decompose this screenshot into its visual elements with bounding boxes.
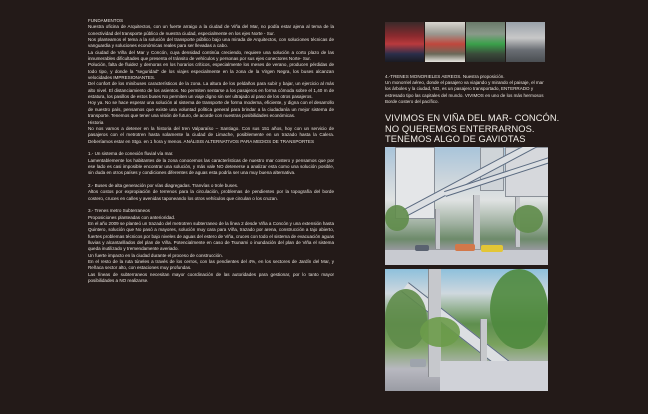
paragraph: Nos planteamos el tema a la solución del transporte público bajo una mirada de Arquitectos, con soluciones técnicas de vanguardia y soluciones económicas reales para ser llevadas a cabo.	[88, 37, 334, 49]
paragraph: Hoy ya. No se hace esperar una solución al sistema de transporte de forma moderna, eficiente, y digna con el desarrollo de nuestro país, pensamos que existe una voluntad política general para brindar a la ciudadanía un mejor sistema de transporte. Tenemos que tener una visión de futuro, de acorde con nuestras posibilidades económicas.	[88, 100, 334, 119]
paragraph: Polución, falta de fluidez y demoras en los horarios críticos, especialmente los meses de verano, producen pérdidas de todo tipo, y donde la "seguridad" de los viajes especialmente en la zona de la Virgen Negra, los buses alcanzan velocidades IMPRESIONANTES.	[88, 62, 334, 81]
paragraph: Proposiciones planteadas con anterioridad.	[88, 214, 176, 220]
slogan-heading	[385, 113, 565, 145]
paragraph: No nos vamos a detener en la historia del tren Valparaíso – Santiago. Con sus 151 años, hoy con un servicio de pasajeros con el metrotren hasta solamente la ciudad de Limache, posiblemente en un trazado hasta la Calera. Deberíamos estar en Stgo. en 1 hora y menos. ANÁLISIS ALTERNATIVOS PARA MEDIOS DE TRANSPORTES	[88, 125, 334, 144]
left-text-column	[88, 18, 334, 284]
proposal-text	[385, 74, 547, 105]
paragraph: Las líneas de subterraneos necesitan mayor coordinación de las autoridades para gestionar, por lo tanto mayor posibilidades a NO realizarse.	[88, 271, 334, 284]
option-heading-2: 2.- Buses de alta generación por vías diagregadas. Tranvías o trole buses.	[88, 182, 239, 188]
photo-traffic-jam	[506, 22, 545, 62]
paragraph: Un fuerte impacto en la ciudad durante el proceso de construcción.	[88, 252, 223, 258]
paragraph: Altos costos por expropiación de terrenos para la circulación, problemas de pendientes por la topografía del borde costero, cruces en calles y avenidas taponeando los otros vehículos que circulan o los cruzan.	[88, 189, 334, 201]
paragraph: En el año 2009 se planteó un trazado del metrotren subterraneo de la línea 2 desde Viña a Concón y una extensión hasta Quintero, solución que No pasó a mayores, solución muy cara para Viña, trazado por arena, construcción a tajo abierto, fuertes problemas técnicos por bajo niveles de aguas del estero de Viña, cruces con todo el sistema de evacuación aguas lluvias y alcantarillados del plan de Viña. Potencialmente en caso de Tsunami o inundación del plan de Viña el sistema queda inutilizado y tremendamente averiado.	[88, 221, 334, 252]
illustration-monorail-city	[385, 147, 548, 265]
section-title-fundamentos: FUNDAMENTOS	[88, 18, 124, 23]
illustration-monorail-street	[385, 269, 548, 391]
photo-red-minibuses	[385, 22, 424, 62]
paragraph: Lamentablemente los habitantes de la zona conocemos las características de nuestro mar costero y pensamos que por ese lado es casi imposible encontrar una solución, y más vale NO detenerse a analizar esta como una solución posible, sin duda en otros países y condiciones diferentes de aguas esta podría ser una muy buena alternativa.	[88, 157, 334, 176]
paragraph: La ciudad de Viña del Mar y Concón, cuya densidad continúa creciendo, requiere una solución a corto plazo de las innumerables dificultades que presenta el tránsito de vehículos y personas por sus ejes conectores Norte- Sur.	[88, 49, 334, 62]
option-heading-1: 1.- Un sistema de conexión fluvial vía mar.	[88, 151, 174, 157]
proposal-title: 4.-TRENES MONORIELES AEREOS. Nuestra proposición.	[385, 74, 505, 79]
slogan-line-1: VIVIMOS EN VIÑA DEL MAR- CONCÓN.	[385, 113, 560, 123]
paragraph: Nuestra oficina de Arquitectos, con un fuerte arraigo a la ciudad de Viña del Mar, no podía estar ajena al tema de la conectividad del transporte público de nuestra ciudad, especialmente en los ejes Norte - Sur.	[88, 24, 334, 36]
option-heading-3: 3.- Trenes metro Subterraneos	[88, 208, 150, 214]
proposal-body: Un monorriel aéreo, donde el pasajero va viajando y mirando el paisaje, el mar los árboles y la ciudad, NO, es un pasajero transportado, ENTERRADO y estresado tipo las capitales del mundo. VIVIMOS en uno de los más hermosos Borde costero del pacífico.	[385, 80, 544, 104]
paragraph: Del confort de los minibuses característicos de la zona. La altura de los peldaños para subir y bajar, un ejercicio al más alto nivel. El distanciamiento de los asientos. No permiten sentarse a los pasajeros en forma cómoda sobre el 1,40 m de estatura, los pasillos de estos buses No permiten un viaje digno sin ser ultrajado al paso de los otros pasajeros.	[88, 81, 334, 100]
paragraph: En el resto de la ruta túneles a través de los cerros, con las pendientes del 4%, en los sectores de Jardín del Mar, y Reñaca sector alto, con estaciones muy profundas.	[88, 259, 334, 271]
section-title-historia: Historia	[88, 119, 104, 125]
photo-bus-passengers	[425, 22, 464, 62]
photo-strip	[385, 22, 545, 62]
slogan-line-2: NO QUEREMOS ENTERRARNOS.	[385, 123, 535, 134]
slogan-line-3: TENEMOS ALGO DE GAVIOTAS	[385, 134, 526, 144]
photo-green-bus	[466, 22, 505, 62]
